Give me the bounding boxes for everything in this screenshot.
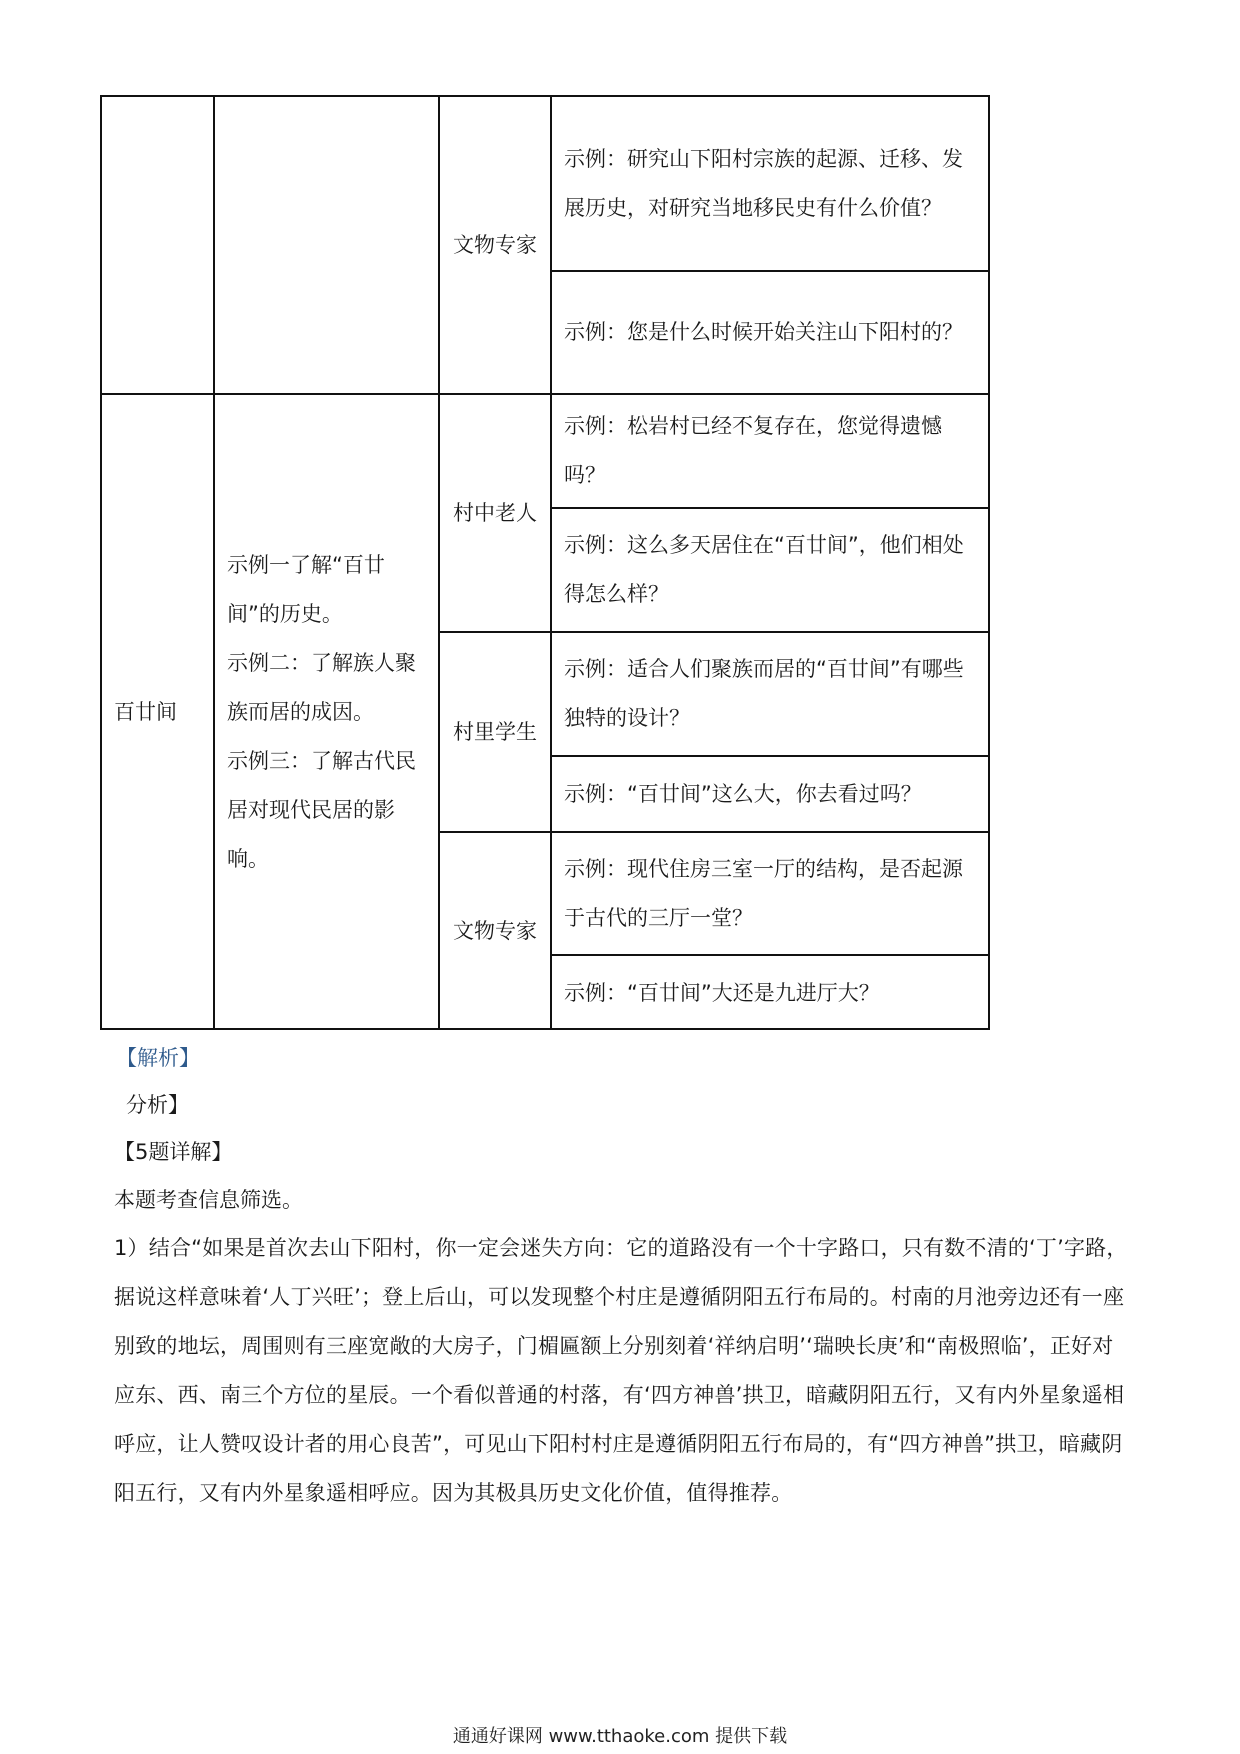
analysis-paragraph: 1）结合“如果是首次去山下阳村，你一定会迷失方向：它的道路没有一个十字路口，只有数不清的‘丁’字路，据说这样意味着‘人丁兴旺’；登上后山，可以发现整个村庄是遵循阴阳五行布局的。村南的月池旁边还有一座别致的地坛，周围则有三座宽敞的大房子，门楣匾额上分别刻着‘祥纳启明’‘瑞映长庚’和“南极照临’，正好对应东、西、南三个方位的星辰。一个看似普通的村落，有‘四方神兽’拱卫，暗藏阴阳五行，又有内外星象遥相呼应，让人赞叹设计者的用心良苦”，可见山下阳村村庄是遵循阴阳五行布局的，有“四方神兽”拱卫，暗藏阴阳五行，又有内外星象遥相呼应。因为其极具历史文化价值，值得推荐。 — [114, 1236, 1128, 1505]
goal-item: 示例二：了解族人聚族而居的成因。 — [227, 651, 416, 724]
role-cell — [440, 633, 550, 831]
interview-table — [100, 95, 990, 1030]
jiexi-heading: 【解析】 — [116, 1046, 200, 1070]
goal-item: 示例一了解“百廿间”的历史。 — [227, 553, 385, 626]
question-text: 示例：研究山下阳村宗族的起源、迁移、发展历史，对研究当地移民史有什么价值？ — [564, 146, 963, 220]
role-label: 文物专家 — [453, 919, 537, 943]
goals-cell — [215, 395, 438, 1030]
question-cell — [552, 956, 988, 1030]
question-cell — [552, 97, 988, 270]
question-cell — [552, 272, 988, 393]
question-text: 示例：您是什么时候开始关注山下阳村的？ — [564, 320, 963, 344]
role-cell — [440, 395, 550, 631]
question-text: 示例：这么多天居住在“百廿间”，他们相处得怎么样？ — [564, 533, 964, 606]
intro-text: 本题考查信息筛选。 — [114, 1188, 303, 1212]
question-cell — [552, 833, 988, 954]
fenxi-heading: 分析】 — [126, 1093, 189, 1117]
question-cell — [552, 509, 988, 631]
role-label: 村里学生 — [453, 719, 537, 744]
role-cell — [440, 97, 550, 393]
question-cell — [552, 757, 988, 831]
place-label: 百廿间 — [114, 700, 177, 724]
question-text: 示例：“百廿间”大还是九进厅大？ — [564, 980, 880, 1005]
footer-watermark: 通通好课网 www.tthaoke.com 提供下载 — [452, 1726, 788, 1747]
question-text: 示例：适合人们聚族而居的“百廿间”有哪些独特的设计？ — [564, 657, 964, 730]
detail-heading: 【5题详解】 — [114, 1140, 233, 1164]
role-cell — [440, 833, 550, 1030]
question-cell — [552, 633, 988, 755]
role-label: 文物专家 — [453, 232, 537, 257]
goal-item: 示例三：了解古代民居对现代民居的影响。 — [227, 749, 416, 871]
question-text: 示例：现代住房三室一厅的结构，是否起源于古代的三厅一堂？ — [564, 856, 963, 930]
role-label: 村中老人 — [453, 500, 537, 525]
question-text: 示例：“百廿间”这么大，你去看过吗？ — [564, 781, 922, 806]
place-cell — [114, 395, 213, 1030]
question-text: 示例：松岩村已经不复存在，您觉得遗憾吗？ — [564, 414, 942, 487]
question-cell — [552, 395, 988, 507]
